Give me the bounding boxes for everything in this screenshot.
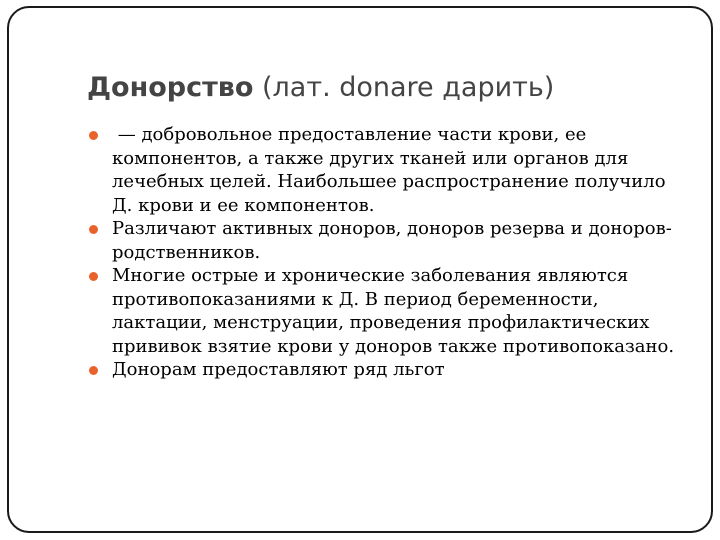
slide-frame: [7, 6, 713, 533]
bullet-text: Различают активных доноров, доноров резерва и доноров-родственников.: [112, 218, 672, 263]
title-term: Донорство: [87, 72, 254, 103]
bullet-text: Многие острые и хронические заболевания являются противопоказаниями к Д. В период беременности, лактации, менструации, проведения профилактических прививок взятие крови у доноров также противопоказано.: [112, 265, 675, 357]
bullet-dot-icon: [89, 225, 98, 234]
bullet-dot-icon: [89, 366, 98, 375]
bullet-text: Донорам предоставляют ряд льгот: [112, 359, 445, 380]
title-etymology: (лат. donare дарить): [253, 72, 555, 103]
bullet-item-definition: [87, 123, 687, 217]
bullet-text: — добровольное предоставление части крови, ее компонентов, а также других тканей или органов для лечебных целей. Наибольшее распространение получило Д. крови и ее компонентов.: [112, 124, 666, 216]
bullet-dot-icon: [89, 272, 98, 281]
bullet-item-contraindications: [87, 264, 687, 358]
bullet-item-donor-types: [87, 217, 687, 264]
bullet-list: [87, 123, 687, 382]
slide-title: [87, 72, 554, 103]
bullet-item-benefits: [87, 358, 687, 382]
bullet-dot-icon: [89, 131, 98, 140]
